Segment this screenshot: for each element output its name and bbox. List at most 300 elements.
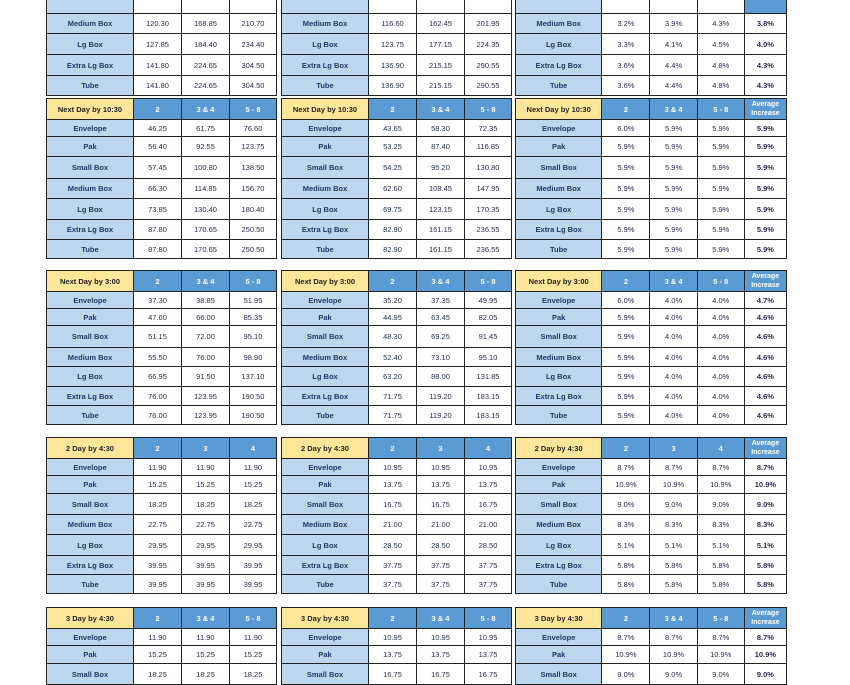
rate-value: 290.55 bbox=[465, 55, 512, 76]
increase-value: 4.3% bbox=[697, 14, 744, 34]
rate-value: 95.10 bbox=[230, 326, 277, 348]
package-type-label: Envelope bbox=[47, 120, 134, 137]
package-type-label: Envelope bbox=[516, 292, 602, 309]
increase-value: 9.0% bbox=[697, 664, 744, 685]
rate-value: 11.90 bbox=[134, 459, 182, 476]
average-increase-value: 5.9% bbox=[744, 240, 786, 259]
table-row bbox=[282, 646, 512, 664]
package-type-label: Tube bbox=[282, 76, 369, 96]
zone-header: 5 - 8 bbox=[697, 608, 744, 629]
increase-value: 5.8% bbox=[602, 556, 650, 575]
increase-value: 5.9% bbox=[697, 179, 744, 199]
rate-value: 10.95 bbox=[369, 629, 417, 646]
table-row bbox=[47, 494, 277, 515]
package-type-label: Envelope bbox=[47, 459, 134, 476]
rate-value: 304.50 bbox=[230, 76, 277, 96]
increase-value: 5.9% bbox=[602, 348, 650, 367]
table-row bbox=[282, 476, 512, 494]
average-increase-value: 3.8% bbox=[744, 14, 786, 34]
table-row bbox=[516, 157, 787, 179]
table-row bbox=[516, 292, 787, 309]
table-row bbox=[47, 157, 277, 179]
average-increase-value: 10.9% bbox=[744, 646, 786, 664]
rate-value: 82.05 bbox=[465, 309, 512, 326]
rate-value bbox=[417, 0, 465, 14]
package-type-label: Medium Box bbox=[47, 515, 134, 535]
rate-value: 47.60 bbox=[134, 309, 182, 326]
package-type-label: Envelope bbox=[516, 120, 602, 137]
package-type-label: Tube bbox=[47, 240, 134, 259]
increase-value: 4.0% bbox=[650, 348, 697, 367]
increase-table bbox=[515, 270, 787, 425]
rate-value: 63.20 bbox=[369, 367, 417, 387]
rate-value: 39.95 bbox=[182, 556, 230, 575]
zone-header: 3 & 4 bbox=[182, 608, 230, 629]
package-type-label: Pak bbox=[516, 309, 602, 326]
rate-value: 108.45 bbox=[417, 179, 465, 199]
rate-value: 15.25 bbox=[182, 646, 230, 664]
rate-value: 156.70 bbox=[230, 179, 277, 199]
rate-value: 44.95 bbox=[369, 309, 417, 326]
average-increase-value: 4.6% bbox=[744, 387, 786, 406]
increase-value: 8.7% bbox=[602, 629, 650, 646]
rate-value: 215.15 bbox=[417, 76, 465, 96]
table-row bbox=[282, 326, 512, 348]
increase-value: 5.8% bbox=[602, 575, 650, 594]
package-type-label: Pak bbox=[47, 476, 134, 494]
increase-value: 10.9% bbox=[650, 476, 697, 494]
increase-value: 5.1% bbox=[697, 535, 744, 556]
rate-value: 28.50 bbox=[465, 535, 512, 556]
rate-value: 29.95 bbox=[182, 535, 230, 556]
rate-value: 137.10 bbox=[230, 367, 277, 387]
increase-value: 5.9% bbox=[602, 220, 650, 240]
rate-value: 123.75 bbox=[230, 137, 277, 157]
increase-value: 10.9% bbox=[602, 476, 650, 494]
package-type-label: Envelope bbox=[282, 629, 369, 646]
package-type-label: Lg Box bbox=[47, 199, 134, 220]
increase-value: 3.9% bbox=[650, 14, 697, 34]
rate-value: 88.00 bbox=[417, 367, 465, 387]
table-row bbox=[516, 459, 787, 476]
package-type-label: Extra Lg Box bbox=[516, 556, 602, 575]
zone-header: 3 & 4 bbox=[417, 608, 465, 629]
rate-value: 170.35 bbox=[465, 199, 512, 220]
rate-value: 190.50 bbox=[230, 387, 277, 406]
table-row bbox=[47, 179, 277, 199]
table-row bbox=[516, 575, 787, 594]
rate-value bbox=[465, 0, 512, 14]
table-row bbox=[282, 629, 512, 646]
rate-value: 28.50 bbox=[369, 535, 417, 556]
zone-header: 3 bbox=[182, 438, 230, 459]
table-row bbox=[516, 629, 787, 646]
zone-header: 2 bbox=[369, 271, 417, 292]
rate-value: 66.00 bbox=[182, 309, 230, 326]
zone-header: 3 & 4 bbox=[650, 99, 697, 120]
table-row bbox=[47, 556, 277, 575]
average-increase-value: 5.9% bbox=[744, 137, 786, 157]
increase-value: 4.1% bbox=[650, 34, 697, 55]
package-type-label: Pak bbox=[47, 309, 134, 326]
increase-value: 5.9% bbox=[602, 387, 650, 406]
package-type-label: Envelope bbox=[282, 120, 369, 137]
service-level-header: Next Day by 10:30 bbox=[282, 99, 369, 120]
rate-value: 76.60 bbox=[230, 120, 277, 137]
increase-value: 4.8% bbox=[697, 76, 744, 96]
package-type-label: Pak bbox=[47, 646, 134, 664]
increase-value: 8.7% bbox=[650, 629, 697, 646]
package-type-label: Small Box bbox=[47, 664, 134, 685]
table-row bbox=[47, 55, 277, 76]
increase-value: 5.9% bbox=[602, 179, 650, 199]
table-row bbox=[47, 646, 277, 664]
zone-header: 5 - 8 bbox=[465, 271, 512, 292]
table-row bbox=[282, 137, 512, 157]
package-type-label: Lg Box bbox=[516, 535, 602, 556]
table-row bbox=[282, 494, 512, 515]
package-type-label: Medium Box bbox=[282, 14, 369, 34]
increase-value: 4.0% bbox=[697, 406, 744, 425]
increase-value: 10.9% bbox=[697, 476, 744, 494]
table-row bbox=[282, 459, 512, 476]
table-row bbox=[516, 199, 787, 220]
average-increase-value: 4.3% bbox=[744, 76, 786, 96]
rate-value: 119.20 bbox=[417, 406, 465, 425]
package-type-label: Envelope bbox=[516, 629, 602, 646]
rate-value: 15.25 bbox=[230, 646, 277, 664]
package-type-label: Tube bbox=[516, 76, 602, 96]
rate-value: 11.90 bbox=[182, 459, 230, 476]
rate-value: 15.25 bbox=[134, 646, 182, 664]
rate-value: 54.25 bbox=[369, 157, 417, 179]
rate-value: 76.00 bbox=[134, 406, 182, 425]
package-type-label: Extra Lg Box bbox=[47, 556, 134, 575]
table-row bbox=[516, 326, 787, 348]
average-increase-value: 5.9% bbox=[744, 220, 786, 240]
service-level-header: 2 Day by 4:30 bbox=[282, 438, 369, 459]
table-row bbox=[516, 535, 787, 556]
increase-value: 9.0% bbox=[650, 664, 697, 685]
table-row bbox=[47, 220, 277, 240]
increase-value: 3.2% bbox=[602, 14, 650, 34]
rate-value: 87.40 bbox=[417, 137, 465, 157]
service-level-header: Next Day by 10:30 bbox=[47, 99, 134, 120]
package-type-label: Tube bbox=[516, 575, 602, 594]
increase-value: 5.8% bbox=[697, 575, 744, 594]
package-type-label: Lg Box bbox=[516, 367, 602, 387]
package-type-label: Tube bbox=[516, 240, 602, 259]
rate-value: 39.95 bbox=[230, 556, 277, 575]
rate-value: 37.75 bbox=[369, 575, 417, 594]
table-row bbox=[282, 199, 512, 220]
package-type-label: Tube bbox=[282, 240, 369, 259]
rate-value: 37.75 bbox=[465, 575, 512, 594]
package-type-label: Small Box bbox=[282, 494, 369, 515]
increase-value: 6.0% bbox=[602, 120, 650, 137]
table-row bbox=[516, 34, 787, 55]
rate-value: 116.60 bbox=[369, 14, 417, 34]
rate-value: 11.90 bbox=[182, 629, 230, 646]
rate-value: 170.65 bbox=[182, 240, 230, 259]
rate-value: 224.65 bbox=[182, 55, 230, 76]
package-type-label: Lg Box bbox=[282, 34, 369, 55]
service-level-header: Next Day by 10:30 bbox=[516, 99, 602, 120]
table-row bbox=[282, 348, 512, 367]
rate-value: 130.80 bbox=[465, 157, 512, 179]
increase-value: 4.0% bbox=[650, 406, 697, 425]
rate-value: 13.75 bbox=[417, 646, 465, 664]
rate-value: 69.25 bbox=[417, 326, 465, 348]
rate-value: 82.90 bbox=[369, 240, 417, 259]
average-increase-header: Average Increase bbox=[744, 99, 786, 120]
package-type-label: Envelope bbox=[47, 292, 134, 309]
rate-value bbox=[230, 0, 277, 14]
zone-header: 2 bbox=[369, 99, 417, 120]
table-row bbox=[516, 406, 787, 425]
new-rates-table bbox=[46, 270, 277, 425]
zone-header: 3 & 4 bbox=[417, 271, 465, 292]
rate-value: 183.15 bbox=[465, 406, 512, 425]
rate-value: 10.95 bbox=[465, 629, 512, 646]
zone-header: 4 bbox=[465, 438, 512, 459]
package-type-label: Extra Lg Box bbox=[516, 387, 602, 406]
rate-value: 10.95 bbox=[417, 629, 465, 646]
rate-value: 91.45 bbox=[465, 326, 512, 348]
package-type-label: Lg Box bbox=[516, 199, 602, 220]
rate-value: 69.75 bbox=[369, 199, 417, 220]
zone-header: 5 - 8 bbox=[230, 99, 277, 120]
rate-value: 21.00 bbox=[369, 515, 417, 535]
rate-value: 18.25 bbox=[134, 494, 182, 515]
table-row bbox=[516, 76, 787, 96]
increase-value: 4.0% bbox=[650, 387, 697, 406]
rate-value: 35.20 bbox=[369, 292, 417, 309]
zone-header: 2 bbox=[602, 438, 650, 459]
increase-value: 5.9% bbox=[697, 240, 744, 259]
rate-value: 73.85 bbox=[134, 199, 182, 220]
package-type-label: Small Box bbox=[282, 326, 369, 348]
zone-header: 5 - 8 bbox=[465, 608, 512, 629]
zone-header: 2 bbox=[134, 438, 182, 459]
rate-value: 18.25 bbox=[182, 664, 230, 685]
table-row bbox=[282, 387, 512, 406]
rate-value: 16.75 bbox=[417, 664, 465, 685]
rate-value: 13.75 bbox=[369, 646, 417, 664]
average-increase-header: Average Increase bbox=[744, 271, 786, 292]
increase-value: 5.9% bbox=[697, 120, 744, 137]
average-increase-value: 4.6% bbox=[744, 406, 786, 425]
table-row bbox=[47, 348, 277, 367]
table-row bbox=[516, 14, 787, 34]
increase-value: 5.9% bbox=[697, 137, 744, 157]
package-type-label: Small Box bbox=[516, 326, 602, 348]
package-type-label: Extra Lg Box bbox=[282, 55, 369, 76]
table-row bbox=[282, 76, 512, 96]
rate-value: 224.65 bbox=[182, 76, 230, 96]
rate-value: 37.75 bbox=[417, 575, 465, 594]
table-row bbox=[282, 0, 512, 14]
rate-value: 161.15 bbox=[417, 220, 465, 240]
average-increase-value: 5.9% bbox=[744, 120, 786, 137]
package-type-label: Lg Box bbox=[47, 34, 134, 55]
package-type-label: Extra Lg Box bbox=[47, 55, 134, 76]
package-type-label: Medium Box bbox=[282, 515, 369, 535]
table-row bbox=[282, 309, 512, 326]
table-row bbox=[516, 664, 787, 685]
package-type-label: Envelope bbox=[516, 459, 602, 476]
zone-header: 3 bbox=[417, 438, 465, 459]
zone-header: 4 bbox=[230, 438, 277, 459]
average-increase-value: 4.6% bbox=[744, 348, 786, 367]
rate-value: 21.00 bbox=[465, 515, 512, 535]
table-row bbox=[516, 494, 787, 515]
table-row bbox=[516, 240, 787, 259]
service-level-header: 3 Day by 4:30 bbox=[282, 608, 369, 629]
rate-value: 53.25 bbox=[369, 137, 417, 157]
zone-header: 5 - 8 bbox=[697, 271, 744, 292]
package-type-label: Extra Lg Box bbox=[516, 220, 602, 240]
zone-header: 2 bbox=[134, 271, 182, 292]
table-row bbox=[47, 476, 277, 494]
rate-value: 123.95 bbox=[182, 406, 230, 425]
table-row bbox=[47, 515, 277, 535]
package-type-label: Lg Box bbox=[47, 535, 134, 556]
increase-table bbox=[515, 0, 787, 96]
service-level-header: Next Day by 3:00 bbox=[47, 271, 134, 292]
rate-value: 39.95 bbox=[134, 575, 182, 594]
table-row bbox=[516, 515, 787, 535]
package-type-label: Pak bbox=[282, 137, 369, 157]
rate-value: 304.50 bbox=[230, 55, 277, 76]
rate-value: 57.45 bbox=[134, 157, 182, 179]
average-increase-value: 5.9% bbox=[744, 157, 786, 179]
package-type-label: Small Box bbox=[47, 494, 134, 515]
package-type-label: Lg Box bbox=[47, 367, 134, 387]
package-type-label: Medium Box bbox=[47, 348, 134, 367]
rate-value: 76.00 bbox=[134, 387, 182, 406]
package-type-label: Pak bbox=[282, 646, 369, 664]
increase-value: 5.9% bbox=[650, 240, 697, 259]
increase-value: 5.1% bbox=[650, 535, 697, 556]
zone-header: 2 bbox=[134, 99, 182, 120]
average-increase-value: 5.8% bbox=[744, 556, 786, 575]
package-type-label: Medium Box bbox=[516, 515, 602, 535]
table-row bbox=[47, 309, 277, 326]
rate-value: 48.30 bbox=[369, 326, 417, 348]
zone-header: 3 & 4 bbox=[650, 271, 697, 292]
table-row bbox=[47, 387, 277, 406]
rate-value: 72.35 bbox=[465, 120, 512, 137]
table-row bbox=[282, 120, 512, 137]
increase-value: 10.9% bbox=[697, 646, 744, 664]
average-increase-value: 5.9% bbox=[744, 179, 786, 199]
service-level-header: 3 Day by 4:30 bbox=[516, 608, 602, 629]
average-increase-value bbox=[744, 0, 786, 14]
rate-value: 29.95 bbox=[230, 535, 277, 556]
rate-value: 63.45 bbox=[417, 309, 465, 326]
rate-value: 22.75 bbox=[230, 515, 277, 535]
table-row bbox=[516, 556, 787, 575]
average-increase-value: 4.0% bbox=[744, 34, 786, 55]
rate-value: 37.30 bbox=[134, 292, 182, 309]
service-level-header: Next Day by 3:00 bbox=[516, 271, 602, 292]
rate-value: 46.25 bbox=[134, 120, 182, 137]
increase-value: 3.3% bbox=[602, 34, 650, 55]
rate-value: 71.75 bbox=[369, 387, 417, 406]
zone-header: 2 bbox=[369, 438, 417, 459]
rate-value: 91.50 bbox=[182, 367, 230, 387]
increase-value: 5.1% bbox=[602, 535, 650, 556]
increase-value: 5.9% bbox=[602, 137, 650, 157]
rate-value: 131.85 bbox=[465, 367, 512, 387]
rate-value: 210.70 bbox=[230, 14, 277, 34]
package-type-label: Medium Box bbox=[282, 348, 369, 367]
package-type-label: Medium Box bbox=[47, 179, 134, 199]
zone-header: 5 - 8 bbox=[230, 271, 277, 292]
increase-value bbox=[650, 0, 697, 14]
increase-value: 8.3% bbox=[650, 515, 697, 535]
table-row bbox=[282, 367, 512, 387]
rate-value: 215.15 bbox=[417, 55, 465, 76]
increase-value: 4.5% bbox=[697, 34, 744, 55]
rate-value: 162.45 bbox=[417, 14, 465, 34]
rate-value: 11.90 bbox=[230, 459, 277, 476]
package-type-label: Lg Box bbox=[282, 199, 369, 220]
package-type-label: Envelope bbox=[282, 459, 369, 476]
rate-value: 18.25 bbox=[134, 664, 182, 685]
increase-value: 4.0% bbox=[697, 348, 744, 367]
rate-value: 37.35 bbox=[417, 292, 465, 309]
package-type-label: Small Box bbox=[47, 157, 134, 179]
rate-value: 290.55 bbox=[465, 76, 512, 96]
increase-value: 5.9% bbox=[602, 199, 650, 220]
rate-value: 18.25 bbox=[230, 664, 277, 685]
rate-value: 18.25 bbox=[182, 494, 230, 515]
new-rates-table bbox=[46, 98, 277, 259]
rate-value: 62.60 bbox=[369, 179, 417, 199]
table-row bbox=[47, 575, 277, 594]
increase-value: 4.0% bbox=[697, 387, 744, 406]
table-row bbox=[282, 556, 512, 575]
table-row bbox=[282, 575, 512, 594]
increase-value: 8.7% bbox=[650, 459, 697, 476]
table-row bbox=[47, 0, 277, 14]
rate-value: 123.15 bbox=[417, 199, 465, 220]
table-row bbox=[282, 157, 512, 179]
increase-value: 5.9% bbox=[602, 157, 650, 179]
zone-header: 2 bbox=[602, 608, 650, 629]
rate-value: 168.85 bbox=[182, 14, 230, 34]
rate-value: 119.20 bbox=[417, 387, 465, 406]
rate-value: 11.90 bbox=[230, 629, 277, 646]
rate-value bbox=[369, 0, 417, 14]
rate-value: 116.85 bbox=[465, 137, 512, 157]
increase-value: 3.6% bbox=[602, 55, 650, 76]
package-type-label: Pak bbox=[516, 476, 602, 494]
rate-value: 120.30 bbox=[134, 14, 182, 34]
rate-value: 71.75 bbox=[369, 406, 417, 425]
table-row bbox=[516, 55, 787, 76]
rate-value: 66.95 bbox=[134, 367, 182, 387]
rate-value: 82.90 bbox=[369, 220, 417, 240]
rate-value: 183.15 bbox=[465, 387, 512, 406]
rate-value: 141.80 bbox=[134, 76, 182, 96]
package-type-label: Lg Box bbox=[516, 34, 602, 55]
rate-value: 22.75 bbox=[134, 515, 182, 535]
increase-value: 5.9% bbox=[697, 157, 744, 179]
package-type-label: Pak bbox=[47, 137, 134, 157]
